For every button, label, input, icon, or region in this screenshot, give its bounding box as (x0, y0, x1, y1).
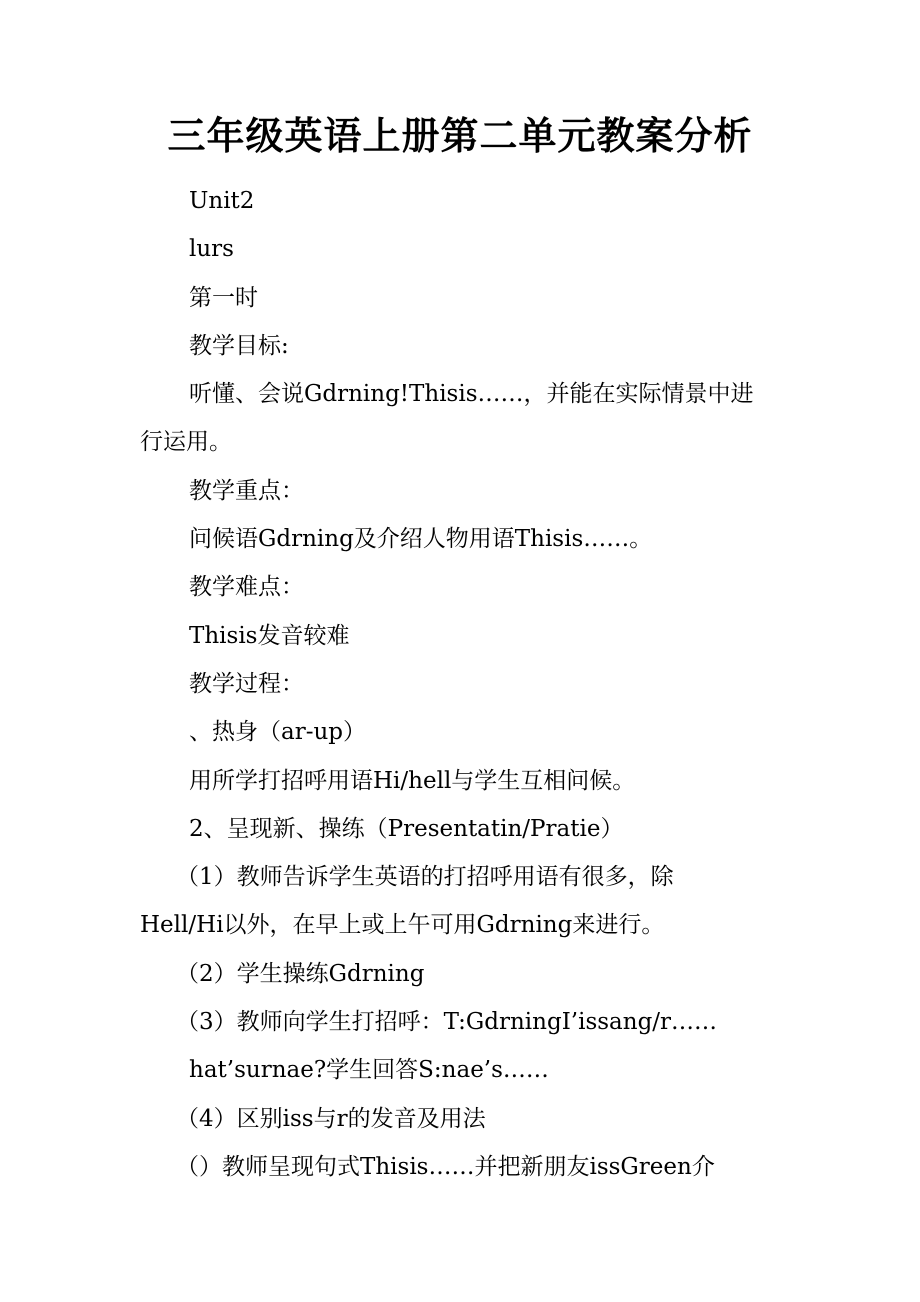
lesson-word: lurs (189, 236, 234, 263)
item4-text: （4）区别iss与r的发音及用法 (176, 1105, 486, 1132)
period-label: 第一时 (189, 284, 258, 311)
unit-label: Unit2 (189, 188, 255, 214)
key-points-text: 问候语Gdrning及介绍人物用语Thisis……。 (189, 526, 653, 553)
difficulty-heading: 教学难点： (189, 574, 304, 601)
document-body (140, 177, 790, 1191)
goal-text-line2: 行运用。 (140, 429, 232, 456)
document-title: 三年级英语上册第二单元教案分析 (167, 113, 753, 158)
item1-line2: Hell/Hi以外，在早上或上午可用Gdrning来进行。 (140, 912, 665, 939)
item2-text: （2）学生操练Gdrning (176, 960, 425, 987)
step1-text: 用所学打招呼用语Hi/hell与学生互相问候。 (189, 767, 636, 794)
item5-text: （）教师呈现句式Thisis……并把新朋友issGreen介 (176, 1153, 715, 1180)
item3-line1: （3）教师向学生打招呼：T:GdrningI’issang/r…… (176, 1009, 718, 1036)
process-heading: 教学过程： (189, 670, 304, 697)
key-points-heading: 教学重点： (189, 477, 304, 504)
step2-heading: 2、呈现新、操练（Presentatin/Pratie） (189, 815, 624, 842)
difficulty-text: Thisis发音较难 (189, 622, 350, 649)
goal-heading: 教学目标: (189, 332, 289, 359)
step1-heading: 、热身（ar-up） (189, 719, 367, 746)
item1-line1: （1）教师告诉学生英语的打招呼用语有很多，除 (176, 864, 674, 891)
item3-line2: hat’surnae?学生回答S:nae’s…… (189, 1057, 549, 1084)
goal-text-line1: 听懂、会说Gdrning!Thisis……，并能在实际情景中进 (189, 381, 754, 408)
